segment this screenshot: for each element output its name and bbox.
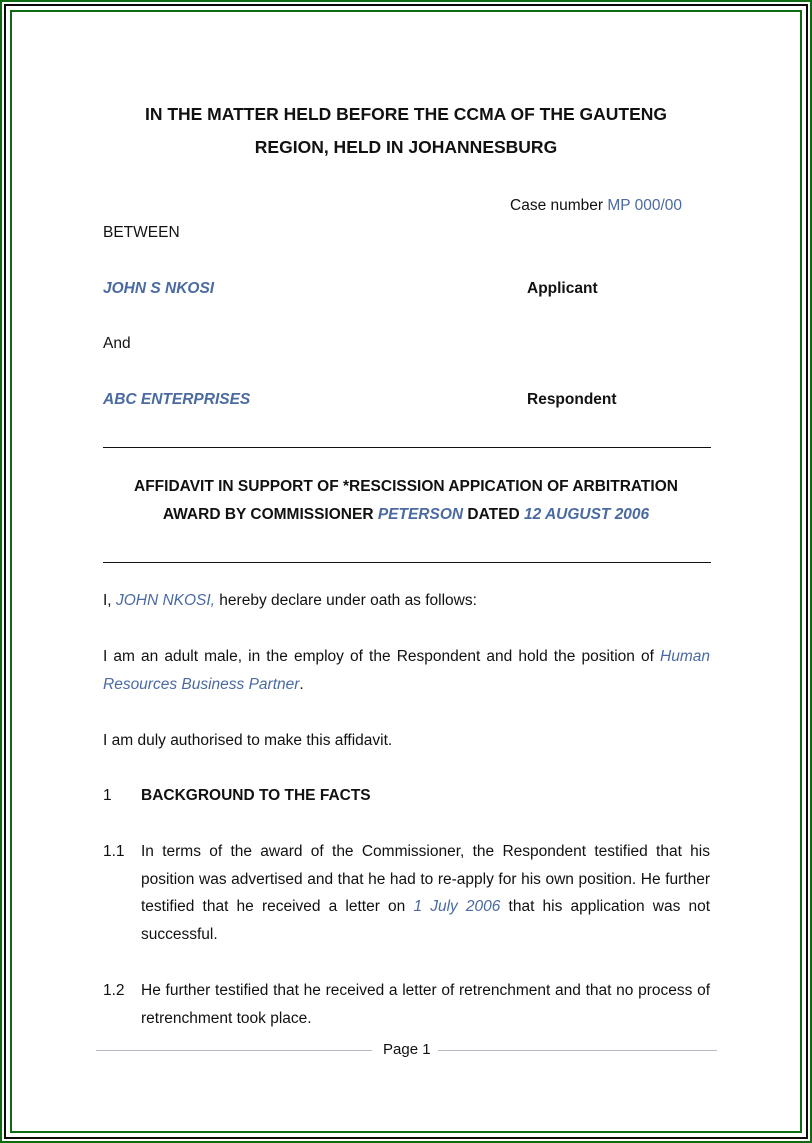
- letter-date: 1 July 2006: [413, 898, 501, 916]
- dated-label: DATED: [467, 506, 520, 523]
- paragraph-1-2-number: 1.2: [103, 982, 125, 999]
- declaration: [103, 587, 477, 615]
- position-part-2: Resources Business Partner: [103, 676, 300, 693]
- section-number: 1: [103, 787, 112, 804]
- affidavit-date: 12 AUGUST 2006: [523, 506, 650, 523]
- employment-text: I am an adult male, in the employ of the Respondent and hold the position of: [103, 648, 654, 665]
- affidavit-title-line-2: [0, 501, 812, 529]
- employment-line-1: [103, 643, 710, 671]
- divider-bottom: [103, 562, 711, 563]
- divider-top: [103, 447, 711, 448]
- paragraph-1-1: [141, 838, 710, 949]
- affidavit-prefix: AWARD BY COMMISSIONER: [162, 506, 374, 523]
- title-line-2: REGION, HELD IN JOHANNESBURG: [254, 137, 558, 157]
- applicant-role: Applicant: [527, 280, 598, 297]
- case-number-label: Case number: [510, 197, 604, 214]
- paragraph-1-2: He further testified that he received a letter of retrenchment and that no process of retrenchment took place.: [141, 982, 710, 1027]
- and-label: And: [103, 335, 131, 352]
- footer-line-right: [438, 1050, 717, 1051]
- employment-line-2: [103, 671, 304, 699]
- case-number-value: MP 000/00: [607, 197, 683, 214]
- commissioner-name: PETERSON: [377, 506, 464, 523]
- authorised-statement: I am duly authorised to make this affidavit.: [103, 732, 393, 749]
- paragraph-1-1-number: 1.1: [103, 843, 125, 860]
- declaration-prefix: I,: [103, 592, 112, 609]
- position-part-1: Human: [660, 648, 710, 665]
- respondent-role: Respondent: [527, 391, 617, 408]
- footer-line-left: [96, 1050, 372, 1051]
- employment-end: .: [299, 676, 304, 693]
- affidavit-title-line-1: AFFIDAVIT IN SUPPORT OF *RESCISSION APPICATION OF ARBITRATION: [134, 478, 678, 495]
- title-line-1: IN THE MATTER HELD BEFORE THE CCMA OF THE GAUTENG: [144, 104, 668, 124]
- case-number: [510, 192, 682, 220]
- paragraph-1-1-text: In terms of the award of the Commissioner, the Respondent testified that his position was advertised and that he had to re-apply for his own position. He further testified that he received a letter on: [141, 843, 710, 916]
- declaration-suffix: hereby declare under oath as follows:: [219, 592, 477, 609]
- paragraph-1-1-text-end: that his application was not successful.: [141, 898, 711, 944]
- page-number: Page 1: [383, 1041, 431, 1058]
- applicant-name: JOHN S NKOSI: [103, 280, 215, 297]
- section-heading: BACKGROUND TO THE FACTS: [141, 787, 371, 804]
- between-label: BETWEEN: [103, 224, 180, 241]
- respondent-name: ABC ENTERPRISES: [103, 391, 251, 408]
- declarant-name: JOHN NKOSI,: [115, 592, 215, 609]
